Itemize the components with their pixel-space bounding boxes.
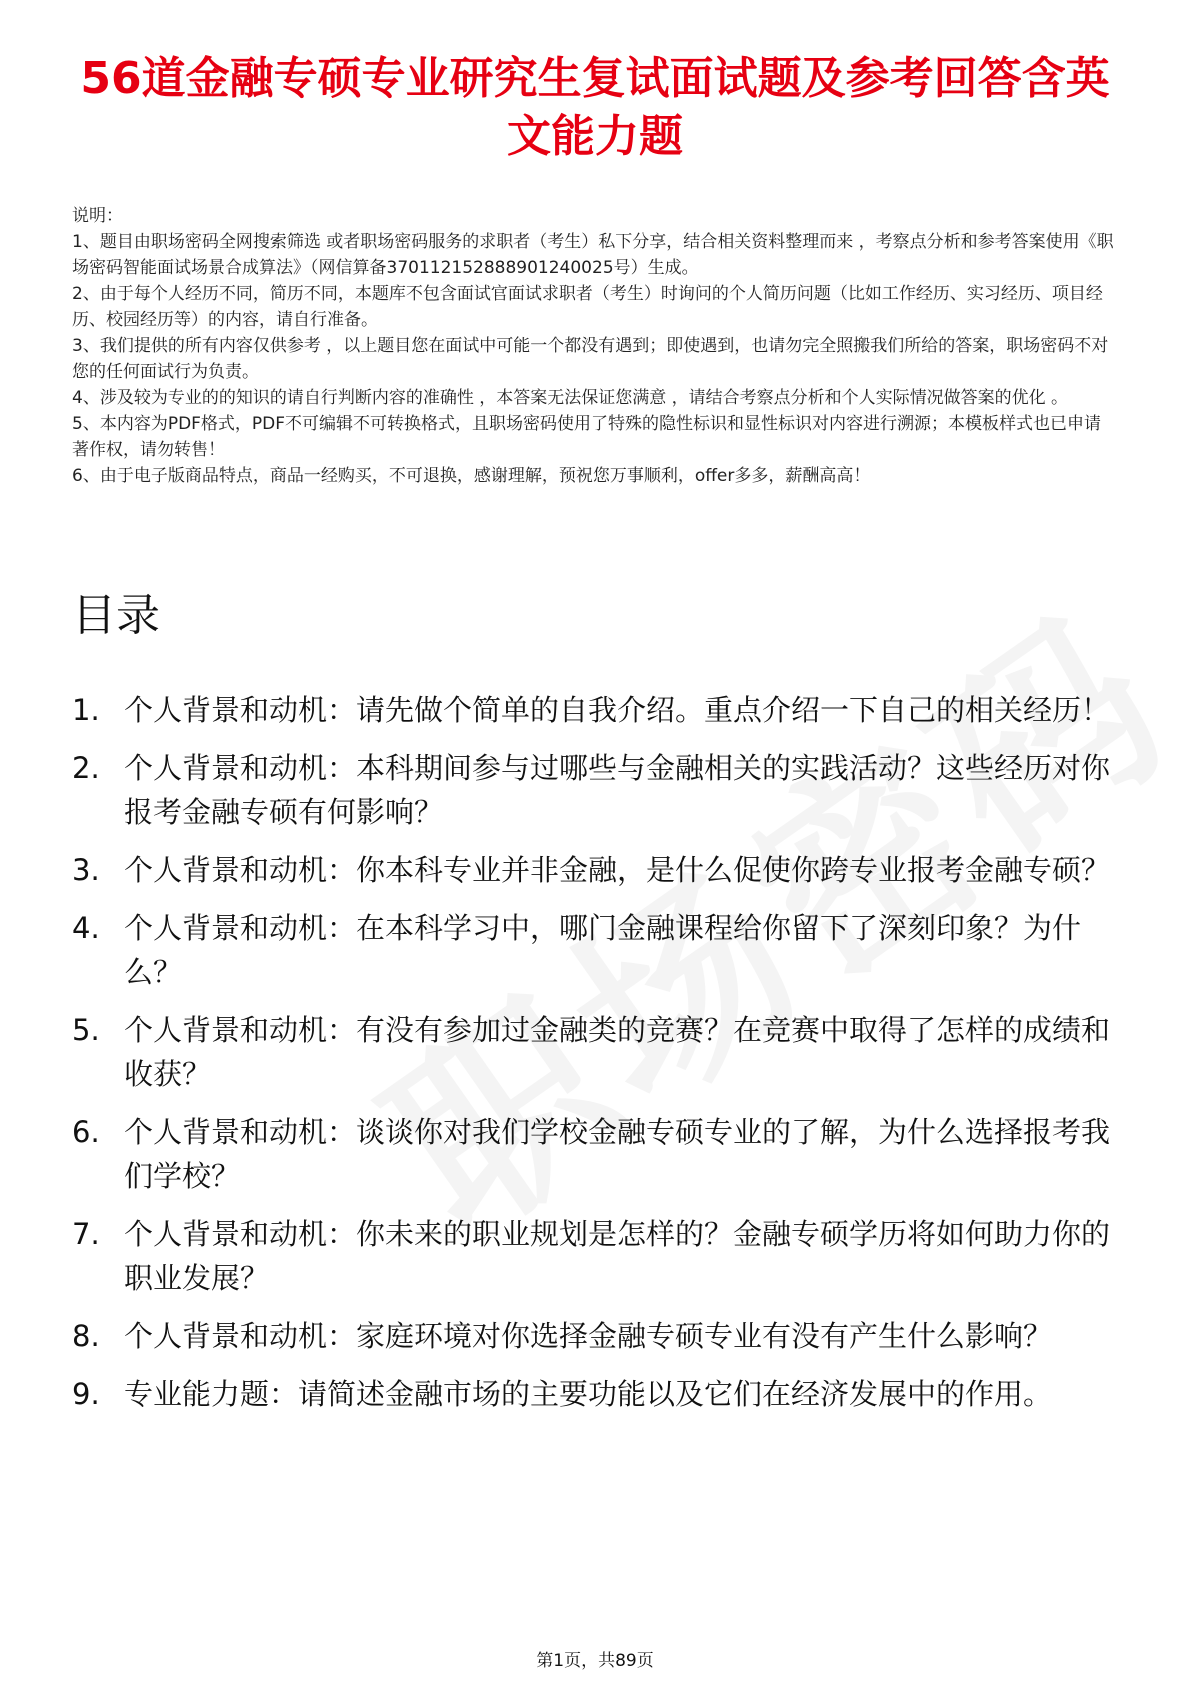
toc-item[interactable]	[72, 1008, 1110, 1096]
toc-item-number: 8.	[72, 1319, 100, 1353]
toc-item-number: 9.	[72, 1377, 100, 1411]
toc-item[interactable]	[72, 848, 1110, 892]
note-item: 2、由于每个人经历不同，简历不同，本题库不包含面试官面试求职者（考生）时询问的个人简历问题（比如工作经历、实习经历、项目经历、校园经历等）的内容，请自行准备。	[72, 284, 1103, 330]
page-footer: 第1页，共89页	[536, 1651, 654, 1671]
toc-item-number: 1.	[72, 693, 100, 727]
note-item: 1、题目由职场密码全网搜索筛选 或者职场密码服务的求职者（考生）私下分享，结合相关资料整理而来 ，考察点分析和参考答案使用《职场密码智能面试场景合成算法》（网信算备370112152888901240025号）生成。	[72, 232, 1114, 278]
note-item: 3、我们提供的所有内容仅供参考 ，以上题目您在面试中可能一个都没有遇到；即使遇到，也请勿完全照搬我们所给的答案，职场密码不对您的任何面试行为负责。	[72, 336, 1109, 382]
toc-item-text: 个人背景和动机：有没有参加过金融类的竞赛？在竞赛中取得了怎样的成绩和收获？	[124, 1013, 1111, 1091]
toc-item-number: 7.	[72, 1217, 100, 1251]
toc-item[interactable]	[72, 746, 1110, 834]
toc-item[interactable]	[72, 1110, 1110, 1198]
toc-item-number: 6.	[72, 1115, 100, 1149]
toc-item[interactable]	[72, 1372, 1110, 1416]
toc-item[interactable]	[72, 906, 1110, 994]
toc-item-text: 专业能力题：请简述金融市场的主要功能以及它们在经济发展中的作用。	[124, 1377, 1053, 1411]
toc-item-text: 个人背景和动机：家庭环境对你选择金融专硕专业有没有产生什么影响？	[124, 1319, 1053, 1353]
toc-item-text: 个人背景和动机：你本科专业并非金融，是什么促使你跨专业报考金融专硕？	[124, 853, 1111, 887]
toc-item-number: 4.	[72, 911, 100, 945]
toc-item-number: 5.	[72, 1013, 100, 1047]
notes-heading: 说明：	[72, 206, 123, 226]
note-item: 5、本内容为PDF格式，PDF不可编辑不可转换格式，且职场密码使用了特殊的隐性标识和显性标识对内容进行溯源；本模板样式也已申请著作权，请勿转售！	[72, 414, 1102, 460]
toc-item[interactable]	[72, 1314, 1110, 1358]
toc-item-number: 2.	[72, 751, 100, 785]
toc-item-text: 个人背景和动机：本科期间参与过哪些与金融相关的实践活动？这些经历对你报考金融专硕有何影响？	[124, 751, 1111, 829]
toc-item-text: 个人背景和动机：你未来的职业规划是怎样的？金融专硕学历将如何助力你的职业发展？	[124, 1217, 1111, 1295]
note-item: 6、由于电子版商品特点，商品一经购买，不可退换，感谢理解，预祝您万事顺利，offer多多，薪酬高高！	[72, 466, 871, 486]
toc-item[interactable]	[72, 688, 1110, 732]
toc-heading: 目录	[72, 590, 160, 641]
notes-section	[72, 203, 1118, 489]
note-item: 4、涉及较为专业的的知识的请自行判断内容的准确性 ，本答案无法保证您满意 ，请结合考察点分析和个人实际情况做答案的优化 。	[72, 388, 1069, 408]
toc-item-number: 3.	[72, 853, 100, 887]
toc-list	[72, 688, 1110, 1430]
document-title: 56道金融专硕专业研究生复试面试题及参考回答含英文能力题	[80, 53, 1110, 162]
toc-item[interactable]	[72, 1212, 1110, 1300]
toc-item-text: 个人背景和动机：在本科学习中，哪门金融课程给你留下了深刻印象？为什么？	[124, 911, 1082, 989]
toc-item-text: 个人背景和动机：请先做个简单的自我介绍。重点介绍一下自己的相关经历！	[124, 693, 1111, 727]
toc-item-text: 个人背景和动机：谈谈你对我们学校金融专硕专业的了解，为什么选择报考我们学校？	[124, 1115, 1111, 1193]
